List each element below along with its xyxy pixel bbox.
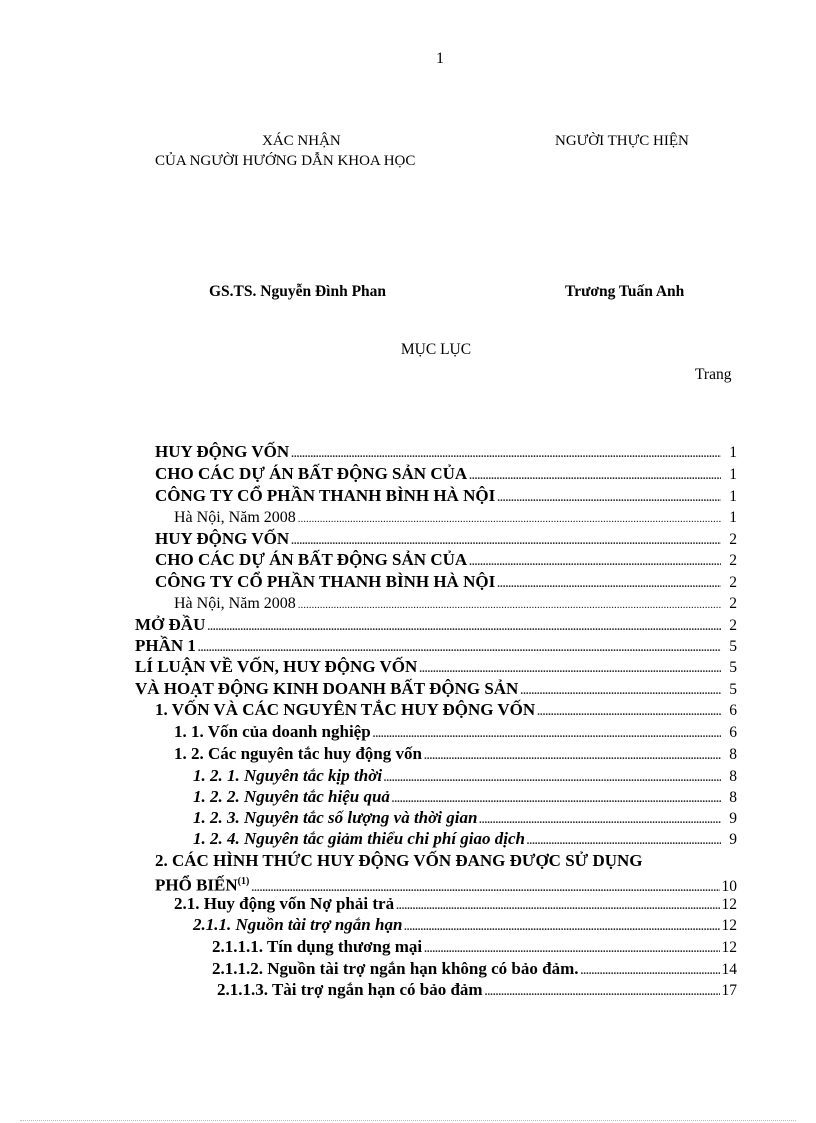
toc-leader-dots — [469, 465, 721, 487]
advisor-confirmation-heading: XÁC NHẬN — [262, 133, 341, 149]
toc-entry[interactable] — [155, 441, 737, 463]
toc-entry-text: VÀ HOẠT ĐỘNG KINH DOANH BẤT ĐỘNG SẢN — [135, 679, 519, 698]
toc-entry[interactable] — [135, 635, 737, 657]
toc-entry-page: 5 — [729, 638, 737, 655]
toc-entry[interactable] — [155, 571, 737, 593]
toc-leader-dots — [419, 658, 721, 680]
toc-entry[interactable] — [174, 743, 737, 765]
toc-entry-page: 14 — [721, 961, 737, 978]
toc-entry[interactable] — [135, 614, 737, 636]
toc-entry-page: 1 — [729, 444, 737, 461]
toc-entry-page: 9 — [729, 810, 737, 827]
toc-leader-dots — [424, 938, 719, 960]
toc-entry-text: 1. 2. 3. Nguyên tắc số lượng và thời gian — [193, 808, 478, 827]
toc-entry-text: CÔNG TY CỔ PHẦN THANH BÌNH HÀ NỘI — [155, 486, 496, 505]
advisor-name: GS.TS. Nguyễn Đình Phan — [209, 283, 387, 300]
toc-entry[interactable] — [212, 936, 737, 958]
toc-entry[interactable] — [174, 507, 737, 529]
toc-leader-dots — [373, 723, 721, 745]
toc-entry-page: 12 — [721, 939, 737, 956]
toc-entry-text: Hà Nội, Năm 2008 — [174, 509, 296, 526]
toc-entry[interactable] — [174, 893, 737, 915]
toc-entry[interactable] — [193, 828, 737, 850]
toc-entry-text-main: PHỔ BIẾN — [155, 875, 238, 895]
toc-entry-text: PHẦN 1 — [135, 636, 196, 655]
toc-entry-text: 2.1. Huy động vốn Nợ phải trả — [174, 894, 395, 913]
toc-entry-text: CÔNG TY CỔ PHẦN THANH BÌNH HÀ NỘI — [155, 572, 496, 591]
toc-entry-page: 2 — [729, 574, 737, 591]
toc-page-column-label: Trang — [695, 366, 732, 383]
toc-leader-dots — [291, 443, 721, 465]
toc-entry-page: 6 — [729, 724, 737, 741]
toc-leader-dots — [527, 830, 721, 852]
toc-entry-page: 8 — [729, 768, 737, 785]
toc-entry-page: 2 — [729, 617, 737, 634]
toc-entry-page: 10 — [721, 877, 737, 895]
toc-entry-page: 1 — [729, 466, 737, 483]
toc-title: MỤC LỤC — [400, 341, 472, 358]
toc-leader-dots — [424, 745, 721, 767]
toc-entry-page: 1 — [729, 488, 737, 505]
toc-entry[interactable] — [174, 593, 737, 615]
toc-entry-text: 1. 1. Vốn của doanh nghiệp — [174, 722, 371, 741]
footnote-marker: (1) — [237, 876, 250, 887]
toc-entry-page: 9 — [729, 831, 737, 848]
toc-entry-page: 12 — [721, 896, 737, 913]
toc-entry-text: MỞ ĐẦU — [135, 615, 206, 634]
toc-leader-dots — [497, 487, 721, 509]
toc-entry-text: Hà Nội, Năm 2008 — [174, 595, 296, 612]
toc-entry[interactable] — [174, 721, 737, 743]
toc-entry[interactable] — [155, 485, 737, 507]
toc-entry-text: LÍ LUẬN VỀ VỐN, HUY ĐỘNG VỐN — [135, 657, 418, 676]
toc-entry[interactable] — [135, 656, 737, 678]
toc-leader-dots — [469, 551, 721, 573]
toc-entry-wrapped-line[interactable]: 2. CÁC HÌNH THỨC HUY ĐỘNG VỐN ĐANG ĐƯỢC SỬ DỤNG — [155, 851, 643, 870]
toc-entry-page: 2 — [729, 531, 737, 548]
toc-entry-text: CHO CÁC DỰ ÁN BẤT ĐỘNG SẢN CỦA — [155, 550, 468, 569]
toc-entry-text: 1. 2. Các nguyên tắc huy động vốn — [174, 744, 422, 763]
author-heading: NGƯỜI THỰC HIỆN — [555, 133, 689, 149]
toc-entry-text: 2.1.1.2. Nguồn tài trợ ngắn hạn không có bảo đảm. — [212, 959, 579, 978]
toc-entry-text: 1. 2. 1. Nguyên tắc kịp thời — [193, 766, 383, 785]
toc-entry-text: 1. 2. 2. Nguyên tắc hiệu quả — [193, 787, 390, 806]
toc-entry-page: 2 — [729, 552, 737, 569]
toc-entry-text: HUY ĐỘNG VỐN — [155, 442, 290, 461]
toc-entry-text: CHO CÁC DỰ ÁN BẤT ĐỘNG SẢN CỦA — [155, 464, 468, 483]
toc-entry-page: 8 — [729, 746, 737, 763]
toc-entry[interactable] — [155, 699, 737, 721]
toc-entry[interactable] — [193, 765, 737, 787]
page-bottom-divider — [20, 1120, 796, 1121]
toc-entry-text: 2.1.1.1. Tín dụng thương mại — [212, 937, 423, 956]
toc-entry[interactable] — [193, 914, 737, 936]
toc-entry-page: 6 — [729, 702, 737, 719]
toc-leader-dots — [298, 594, 721, 616]
toc-entry-text: 1. VỐN VÀ CÁC NGUYÊN TẮC HUY ĐỘNG VỐN — [155, 700, 536, 719]
toc-leader-dots — [404, 916, 719, 938]
toc-entry[interactable] — [193, 786, 737, 808]
toc-entry[interactable] — [135, 678, 737, 700]
toc-entry[interactable] — [155, 871, 737, 893]
toc-entry[interactable] — [155, 528, 737, 550]
toc-entry-page: 8 — [729, 789, 737, 806]
toc-entry[interactable] — [193, 807, 737, 829]
toc-entry[interactable] — [212, 958, 737, 980]
toc-leader-dots — [298, 508, 721, 530]
toc-entry-page: 5 — [729, 681, 737, 698]
toc-entry-page: 12 — [721, 917, 737, 934]
toc-leader-dots — [485, 981, 720, 1003]
toc-entry[interactable] — [155, 549, 737, 571]
toc-entry[interactable] — [155, 463, 737, 485]
toc-entry-page: 17 — [721, 982, 737, 999]
toc-entry-text: 1. 2. 4. Nguyên tắc giảm thiểu chi phí giao dịch — [193, 829, 525, 848]
toc-entry-page: 5 — [729, 659, 737, 676]
toc-leader-dots — [497, 573, 721, 595]
toc-leader-dots — [537, 701, 721, 723]
toc-entry[interactable] — [217, 979, 737, 1001]
toc-entry-page: 1 — [729, 509, 737, 526]
advisor-confirmation-subheading: CỦA NGƯỜI HƯỚNG DẪN KHOA HỌC — [155, 153, 416, 169]
toc-entry-page: 2 — [729, 595, 737, 612]
toc-entry-text: HUY ĐỘNG VỐN — [155, 529, 290, 548]
toc-entry-text: 2.1.1. Nguồn tài trợ ngắn hạn — [193, 915, 403, 934]
author-name: Trương Tuấn Anh — [565, 283, 685, 300]
page-number: 1 — [436, 50, 444, 67]
toc-entry-text: 2.1.1.3. Tài trợ ngắn hạn có bảo đảm — [217, 980, 483, 999]
